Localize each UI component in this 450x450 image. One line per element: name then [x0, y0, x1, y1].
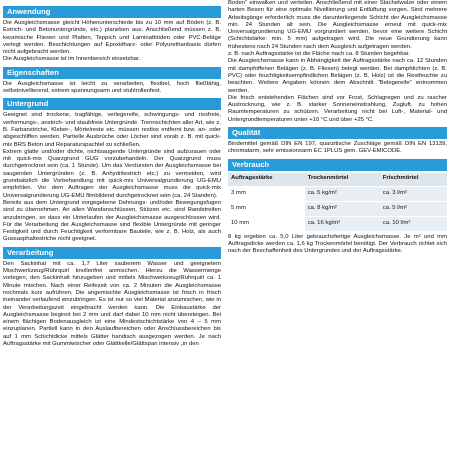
paragraph: Bereits aus dem Untergrund vorgegebene Dehnungs- und/oder Bewegungsfugen sind zu übernehmen. An allen Wandanschlüssen, Stützen etc. sind Randstreifen anzubringen, so dass ein Unterlaufen der Ausgleichsmasse ausgeschlossen wird. Für die Verarbeitung der Ausgleichsmasse sind flexible Untergründe mit geringer Festigkeit und durch Feuchtigkeit verformbare Bauteile, wie z. B. Holz, als auch Gussasphaltestriche nicht geeignet. [3, 199, 221, 243]
column-header: Frischmörtel [380, 173, 447, 186]
table-cell: ca. 10 l/m² [380, 217, 447, 231]
section-body-untergrund [3, 110, 221, 246]
section-header-anwendung: Anwendung [3, 6, 221, 18]
paragraph: Extrem glatte und/oder dichte, nichtsaugende Untergründe sind aufzurauen oder mit quick-mix Quarzgrund GUG vorzubehandeln. Der Quarzgrund muss durchgetrocknet sein (ca. 1 Stunde). Um das Verdursten der Ausgleichsmasse bei saugenden Untergründen (z. B. Anhydritestrich etc.) zu vermeiden, wird grundsätzlich die Vorbehandlung mit quick-mix Universalgrundierung UG-EMU empfohlen. Vor dem Auftragen der Ausgleichsmasse muss die quick-mix Universalgrundierung UG-EMU filmbildend durchgetrocknet sein (ca. 24 Standen). [3, 148, 221, 199]
section-body-verbrauch [228, 232, 447, 259]
table-row [228, 187, 447, 201]
section-body-verarbeitung-continued [228, 0, 447, 127]
paragraph: Den Sackinhal mit ca. 1,7 Liter sauberem Wasser und geeignetem Mischwerkzeug/Rührquirl knollenfrei anmischen. Hierzu die Wassermenge vorlegen, den Sackinhalt hinzugeben und mittels Mischwerkzeug/Rührquirl ca. 1 Minute mischen. Nach einer Reifezeit von ca. 2 Minuten die Ausgleichsmasse nochmals kurz aufrühren. Die angemischte Ausgleichsmasse ist frisch in frisch ineinander verlaufend einzubringen. Es ist nur so viel Material anzumischen, wie in der Verarbeitungszeit eingebracht werden kann. Die Einbaustärke der Ausgleichsmasse beginnt bei 2 mm und darf dabei 10 mm nicht übersteigen. Bei einem flächigen Bodenausgleich ist eine Mindestschichtstärke von 4 – 5 mm einzuplanen. Partiell kann in den Auslaufbereichen oder Anschlussbereichen bis auf 1 mm Schichtdicke mittels Glätter handisch ausgezogen werden. Je nach Auftragsstärke mit Gummiwischer oder Glättkelle/Glättspan intensiv „in den [3, 260, 221, 347]
table-cell: ca. 3 l/m² [380, 187, 447, 201]
section-header-eigenschaften: Eigenschaften [3, 67, 221, 79]
section-body-qualitaet [228, 139, 447, 159]
section-untergrund [3, 98, 221, 246]
paragraph: Die Ausgleichsmasse ist im Innenbereich einsetzbar. [3, 56, 141, 63]
paragraph: Die frisch entstehenden Flächen sind vor Frost, Schlagregen und zu rascher Austrocknung, wie z. B. starker Sonneneinstrahlung, Zugluft, zu hohen Raumtemperaturen zu schützen. Verarbeitung nicht bei Luft-, Material- und Untergrundtemperaturen unter +10 °C und über +25 °C. [228, 94, 447, 123]
table-row [228, 202, 447, 216]
section-qualitaet [228, 127, 447, 159]
table-cell: ca. 16 kg/m² [305, 217, 380, 231]
paragraph: Geeignet sind trockene, tragfähige, verlegereife, schwingungs- und rissfreie, verformungs-, anstrich- und staubfreie Untergründe. Trennschichten aller Art, wie z. B. Farbanstriche, Kleber-, Mörtelreste etc. müssen restlos entfernt bzw. an- oder abgeschliffen werden. Partielle Ausbrüche oder Löcher sind vorab z. B. mit quick-mix BRS Beton und Reparaturspachtel zu schließen. [3, 112, 221, 148]
table-cell: ca. 8 kg/m² [305, 202, 380, 216]
right-column [228, 0, 447, 259]
paragraph: Bindemittel gemäß DIN EN 197, quarzitische Zuschläge gemäß DIN EN 13139, chromatarm, sehr emissionsarm EC 1PLUS gem. GEV-EMICODE. [228, 141, 447, 155]
section-header-verbrauch: Verbrauch [228, 159, 447, 171]
left-column [3, 0, 221, 351]
table-row [228, 217, 447, 231]
paragraph: Die Ausgleichsmasse gleicht Höhenunterschiede bis zu 10 mm auf Böden (z. B. Estrich- und Betonuntergründe, etc.) planeben aus. Anschließend müssen z. B. keramische Fliesen und Platten, Teppich und Laminatböden oder PVC-Beläge verlegt werden. Beschichtungen auf Epoxidharz- oder Polyurethanbasis dürfen nicht aufgebracht werden. [3, 20, 221, 56]
paragraph: Die Ausgleichsmasse kann in Abhängigkeit der Auftragsstärke nach ca. 12 Stunden mit dampfoffenen Belägen (z. B. Fliesen) belegt werden. Bei dampfdichten (z. B. PVC) oder feuchtigkeitsempfindlichen Belägen (z. B. Holz) ist die Restfeuchte zu beachten. Weitere Angaben können dem Abschnitt “Belegereife” entnommen werden. [228, 58, 447, 94]
section-verbrauch [228, 159, 447, 259]
section-eigenschaften [3, 67, 221, 99]
section-anwendung [3, 6, 221, 67]
section-header-verarbeitung: Verarbeitung [3, 247, 221, 259]
section-header-qualitaet: Qualität [228, 127, 447, 139]
table-cell: ca. 5 l/m² [380, 202, 447, 216]
paragraph: z. B. nach Auftragsstärke ist die Fläche nach ca. 8 Stunden begehbar. [228, 51, 411, 58]
paragraph: Die Ausgleichsmasse ist leicht zu verarbeiten, flexibel, hoch fließfähig, selbstnivellierend, extrem spannungsarm und stuhlrollenfest. [3, 80, 221, 95]
column-header: Auftragsstärke [228, 173, 305, 186]
table-cell: 10 mm [228, 217, 305, 231]
section-body-eigenschaften [3, 79, 221, 99]
table-cell: 3 mm [228, 187, 305, 201]
section-body-anwendung [3, 18, 221, 67]
table-cell: ca. 5 kg/m² [305, 187, 380, 201]
paragraph: Boden“ einwalken und verteilen. Anschließend mit einer Stachelwalze oder einem harten Besen für eine optimale Nivellierung und Entlüftung sorgen. Sind mehrere Arbeitsgänge erforderlich muss die darunterliegende Schicht der Ausgleichsmasse min. 24 Stunden alt sein. Die Ausgleichsmasse erneut mit quick-mix Universalgrundierung UG-EMU vorgrundiert werden, bevor eine weitere Schicht (Schichtstärke: min. 5 mm) aufgetragen wird. Die neue Grundierung kann frühestens nach 24 Stunden nach dem Ausgleich aufgetragen werden. [228, 0, 447, 50]
table-header-row [228, 173, 447, 186]
verbrauch-table [228, 172, 447, 232]
column-header: Trockenmörtel [305, 173, 380, 186]
section-verarbeitung [3, 247, 221, 352]
paragraph: 8 kg ergeben ca. 5,0 Liter gebrauchsfertige Ausgleichsmasse. Je m² und mm Auftragsdicke werden ca. 1,6 kg Trockenmörtel benötigt. Der Verbrauch richtet sich nach der Beschaffenheit des Untergrundes und der Auftragsstärke. [228, 233, 447, 255]
table-cell: 5 mm [228, 202, 305, 216]
section-body-verarbeitung [3, 259, 221, 352]
section-header-untergrund: Untergrund [3, 98, 221, 110]
